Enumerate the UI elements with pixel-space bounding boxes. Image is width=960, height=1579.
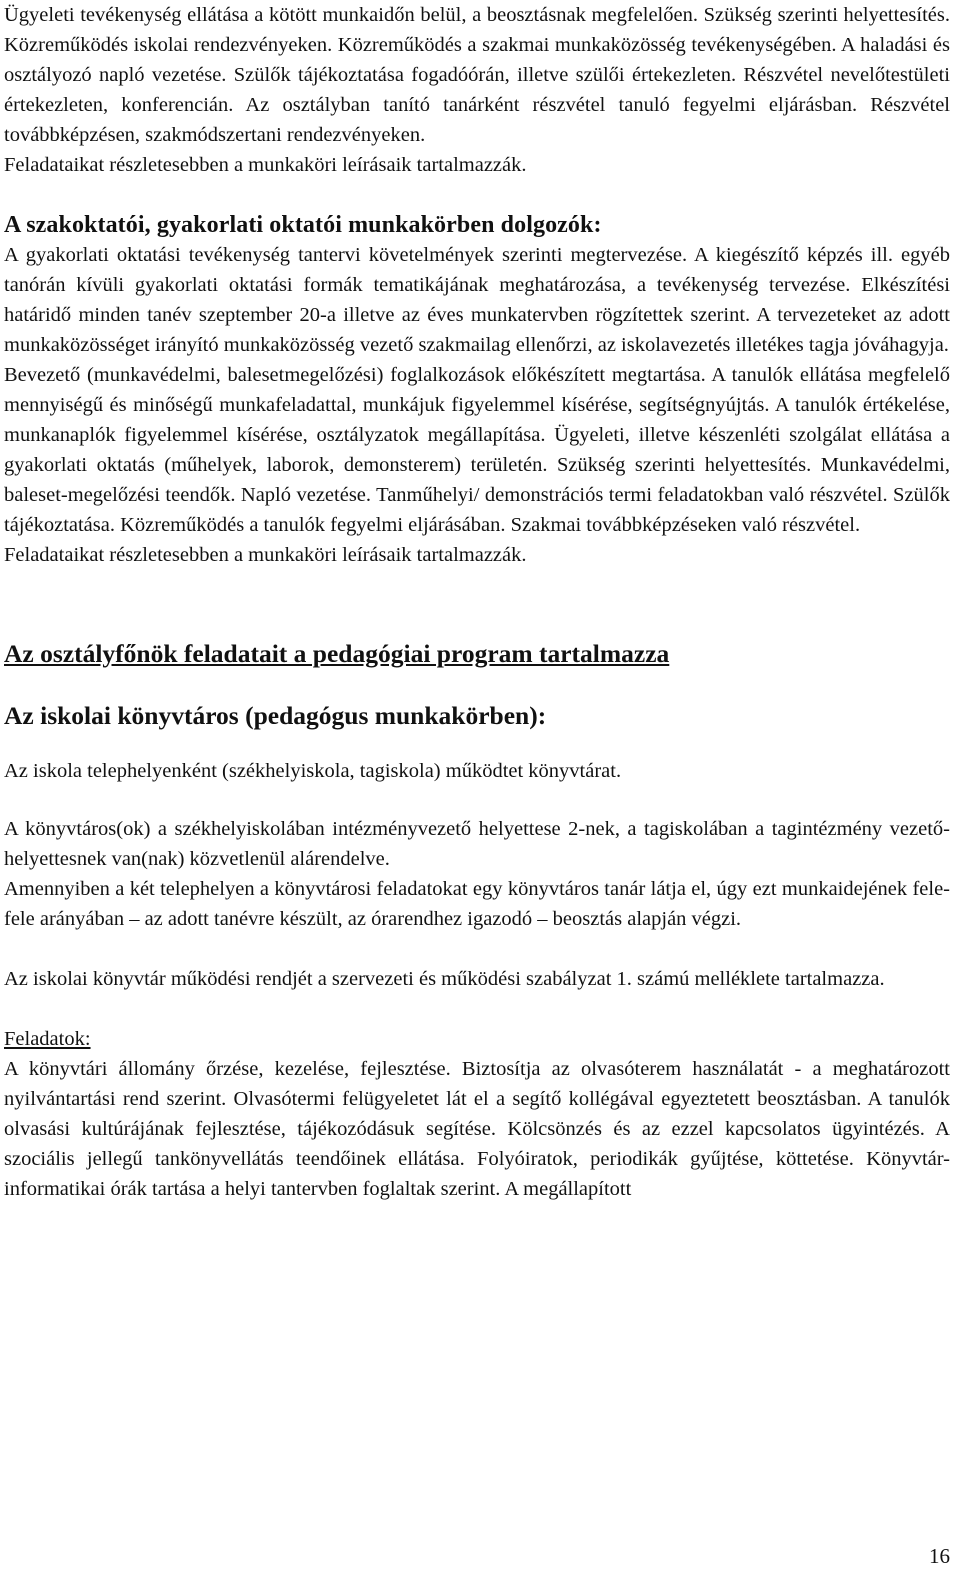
spacer bbox=[4, 994, 950, 1024]
paragraph-librarian-reporting: A könyvtáros(ok) a székhelyiskolában intézményvezető helyettese 2-nek, a tagiskolában a tagintézmény vezető-helyettesnek van(nak) közvetlenül alárendelve. bbox=[4, 818, 950, 870]
spacer bbox=[4, 670, 950, 700]
spacer bbox=[4, 934, 950, 964]
paragraph-details-note-2: Feladataikat részletesebben a munkaköri leírásaik tartalmazzák. bbox=[4, 544, 527, 566]
paragraph-librarian-split: Amennyiben a két telephelyen a könyvtárosi feladatokat egy könyvtáros tanár látja el, úgy ezt munkaidejének fele-fele arányában – az adott tanévre készült, az órarendhez igazodó – beosztás alapján végzi. bbox=[4, 878, 950, 930]
page-number: 16 bbox=[929, 1544, 950, 1568]
paragraph-duties-teacher: Ügyeleti tevékenység ellátása a kötött munkaidőn belül, a beosztásnak megfelelően. Szükség szerinti helyettesítés. Közreműködés iskolai rendezvényeken. Közreműködés a szakmai munkaközösség tevékenységében. A haladási és osztályozó napló vezetése. Szülők tájékoztatása fogadóórán, illetve szülői értekezleten. Részvétel nevelőtestületi értekezleten, konferencián. Az osztályban tanító tanárként részvétel tanuló fegyelmi eljárásban. Részvétel továbbképzésen, szakmódszertani rendezvényeken. bbox=[4, 4, 950, 146]
spacer bbox=[4, 786, 950, 814]
spacer bbox=[4, 180, 950, 210]
paragraph-practical-planning: A gyakorlati oktatási tevékenység tantervi követelmények szerinti megtervezése. A kiegészítő képzés ill. egyéb tanórán kívüli gyakorlati oktatási formák tematikájának meghatározása, a tevékenység tervezése. Elkészítési határidő minden tanév szeptember 20-a illetve az éves munkatervben rögzítettek szerint. A tervezeteket az adott munkaközösséget irányító munkaközösség vezető szakmailag ellenőrzi, az iskolavezetés illetékes tagja jóváhagyja. bbox=[4, 244, 950, 356]
paragraph-details-note-1: Feladataikat részletesebben a munkaköri leírásaik tartalmazzák. bbox=[4, 154, 527, 176]
paragraph-library-rules: Az iskolai könyvtár működési rendjét a szervezeti és működési szabályzat 1. számú melléklete tartalmazza. bbox=[4, 968, 885, 990]
spacer bbox=[4, 732, 950, 756]
spacer bbox=[4, 570, 950, 638]
label-tasks: Feladatok: bbox=[4, 1028, 91, 1050]
paragraph-practical-duties: Bevezető (munkavédelmi, balesetmegelőzési) foglalkozások előkészített megtartása. A tanulók ellátása megfelelő mennyiségű és minőségű munkafeladattal, munkájuk figyelemmel kísérése, segítségnyújtás. A tanulók értékelése, munkanaplók figyelemmel kísérése, osztályzatok megállapítása. Ügyeleti, illetve készenléti szolgálat ellátása a gyakorlati oktatás (műhelyek, laborok, demonsterem) területén. Szükség szerinti helyettesítés. Munkavédelmi, baleset-megelőzési teendők. Napló vezetése. Tanműhelyi/ demonstrációs termi feladatokban való részvétel. Szülők tájékoztatása. Közreműködés a tanulók fegyelmi eljárásában. Szakmai továbbképzéseken való részvétel. bbox=[4, 364, 950, 536]
heading-vocational-instructors: A szakoktatói, gyakorlati oktatói munkakörben dolgozók: bbox=[4, 212, 602, 238]
heading-class-teacher: Az osztályfőnök feladatait a pedagógiai program tartalmazza bbox=[4, 639, 670, 668]
heading-school-librarian: Az iskolai könyvtáros (pedagógus munkakörben): bbox=[4, 701, 547, 730]
paragraph-library-sites: Az iskola telephelyenként (székhelyiskola, tagiskola) működtet könyvtárat. bbox=[4, 760, 622, 782]
paragraph-library-tasks: A könyvtári állomány őrzése, kezelése, fejlesztése. Biztosítja az olvasóterem használatát - a meghatározott nyilvántartási rend szerint. Olvasótermi felügyeletet lát el a segítő kollégával egyeztetett beosztásban. A tanulók olvasási kultúrájának fejlesztése, tájékozódásuk segítése. Kölcsönzés és az ezzel kapcsolatos ügyintézés. A szociális jellegű tankönyvellátás teendőinek ellátása. Folyóiratok, periodikák gyűjtése, köttetése. Könyvtár-informatikai órák tartása a helyi tantervben foglaltak szerint. A megállapított bbox=[4, 1058, 950, 1200]
